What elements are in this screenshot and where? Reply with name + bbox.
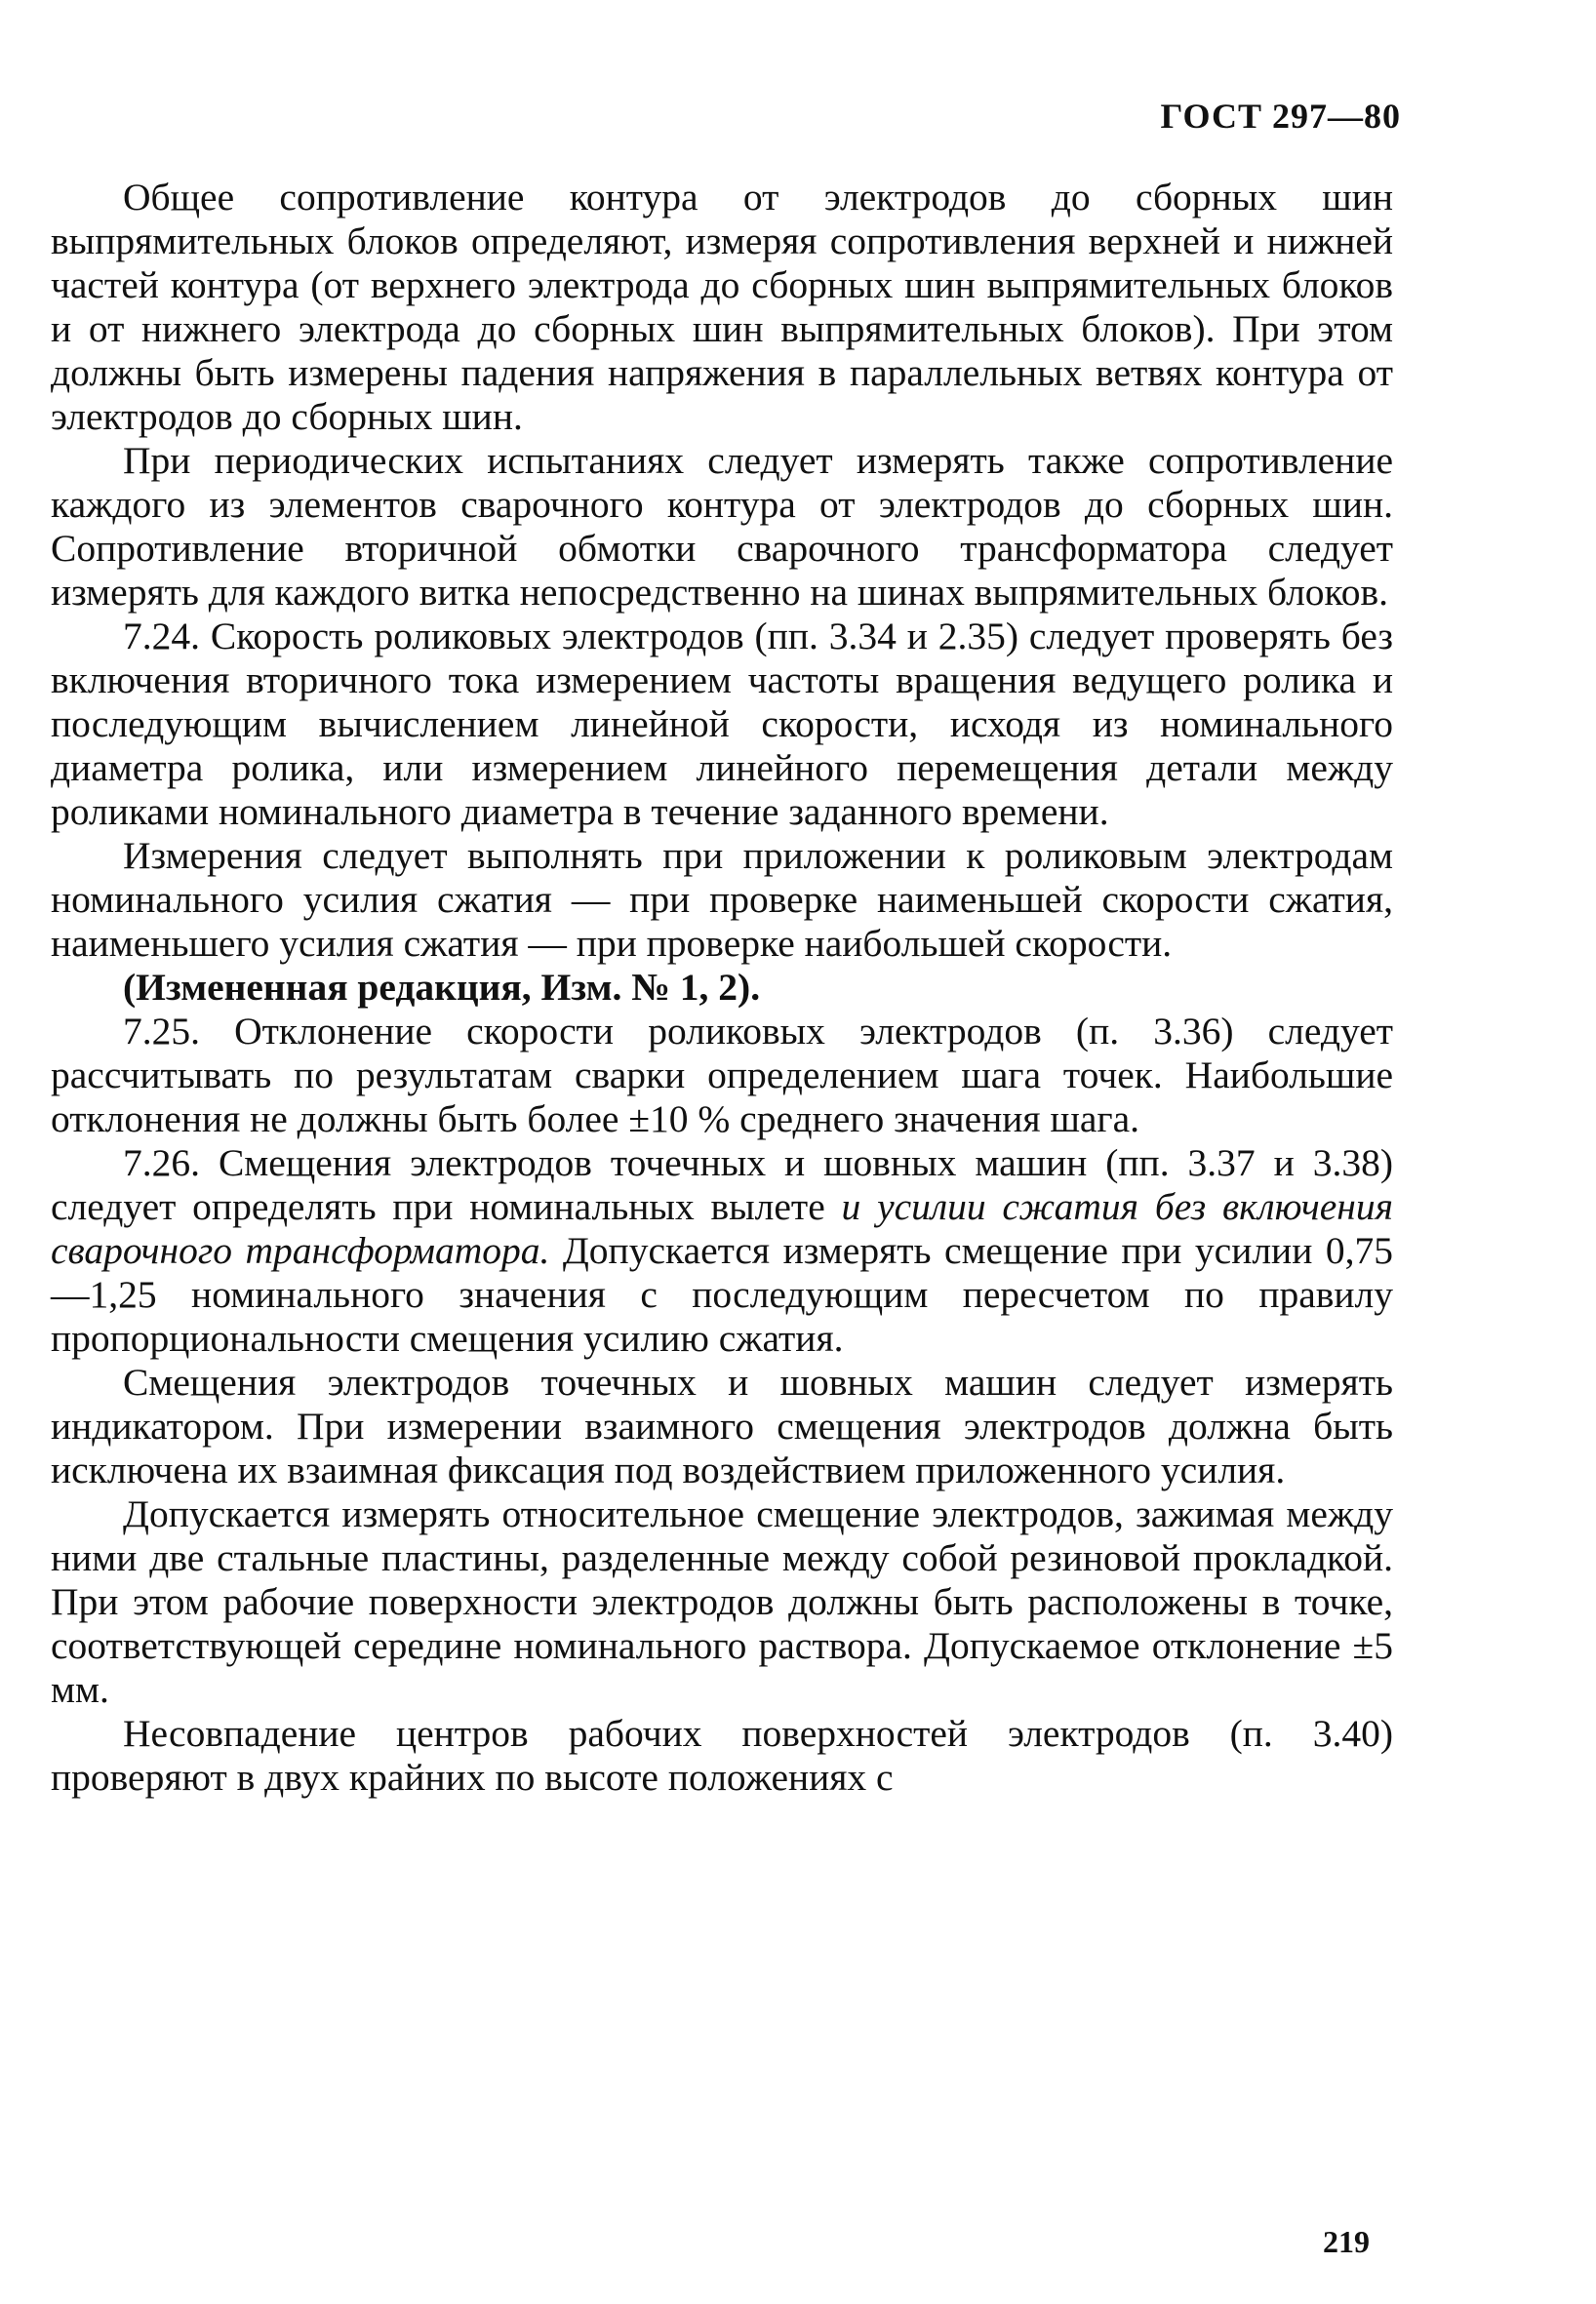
paragraph-7-26-end: Допускается измерять смещение при усилии 0,75—1,25 номинального значения с последующим пересчетом по правилу пропорциональности смещения усилию сжатия. [51, 1229, 1393, 1360]
document-body [51, 176, 1393, 1800]
paragraph-indicator-measurement: Смещения электродов точечных и шовных машин следует измерять индикатором. При измерении взаимного смещения электродов должна быть исключена их взаимная фиксация под воздействием приложенного усилия. [51, 1361, 1393, 1491]
paragraph-7-25: 7.25. Отклонение скорости роликовых электродов (п. 3.36) следует рассчитывать по результатам сварки определением шага точек. Наибольшие отклонения не должны быть более ±10 % среднего значения шага. [51, 1010, 1393, 1140]
paragraph-amendment-note: (Измененная редакция, Изм. № 1, 2). [123, 966, 761, 1009]
paragraph-7-26-italic: и усилии сжатия без включения сварочного трансформатора. [51, 1185, 1393, 1272]
paragraph-7-26 [51, 1141, 1393, 1361]
paragraph-center-mismatch: Несовпадение центров рабочих поверхностей электродов (п. 3.40) проверяют в двух крайних по высоте положениях с [51, 1712, 1393, 1799]
paragraph-7-26-start: 7.26. Смещения электродов точечных и шовных машин (пп. 3.37 и 3.38) следует определять при номинальных вылете [51, 1141, 1393, 1228]
paragraph-7-24: 7.24. Скорость роликовых электродов (пп. 3.34 и 2.35) следует проверять без включения вторичного тока измерением частоты вращения ведущего ролика и последующим вычислением линейной скорости, исходя из номинального диаметра ролика, или измерением линейного перемещения детали между роликами номинального диаметра в течение заданного времени. [51, 615, 1393, 833]
paragraph-relative-displacement: Допускается измерять относительное смещение электродов, зажимая между ними две стальные пластины, разделенные между собой резиновой прокладкой. При этом рабочие поверхности электродов должны быть расположены в точке, соответствующей середине номинального раствора. Допускаемое отклонение ±5 мм. [51, 1492, 1393, 1711]
paragraph-contour-resistance: Общее сопротивление контура от электродов до сборных шин выпрямительных блоков определяют, измеряя сопротивления верхней и нижней частей контура (от верхнего электрода до сборных шин выпрямительных блоков и от нижнего электрода до сборных шин выпрямительных блоков). При этом должны быть измерены падения напряжения в параллельных ветвях контура от электродов до сборных шин. [51, 176, 1393, 438]
paragraph-measurements: Измерения следует выполнять при приложении к роликовым электродам номинального усилия сжатия — при проверке наименьшей скорости сжатия, наименьшего усилия сжатия — при проверке наибольшей скорости. [51, 834, 1393, 965]
page-number: 219 [1323, 2224, 1370, 2259]
paragraph-periodic-tests: При периодических испытаниях следует измерять также сопротивление каждого из элементов сварочного контура от электродов до сборных шин. Сопротивление вторичной обмотки сварочного трансформатора следует измерять для каждого витка непосредственно на шинах выпрямительных блоков. [51, 439, 1393, 614]
standard-header: ГОСТ 297—80 [1160, 97, 1401, 136]
